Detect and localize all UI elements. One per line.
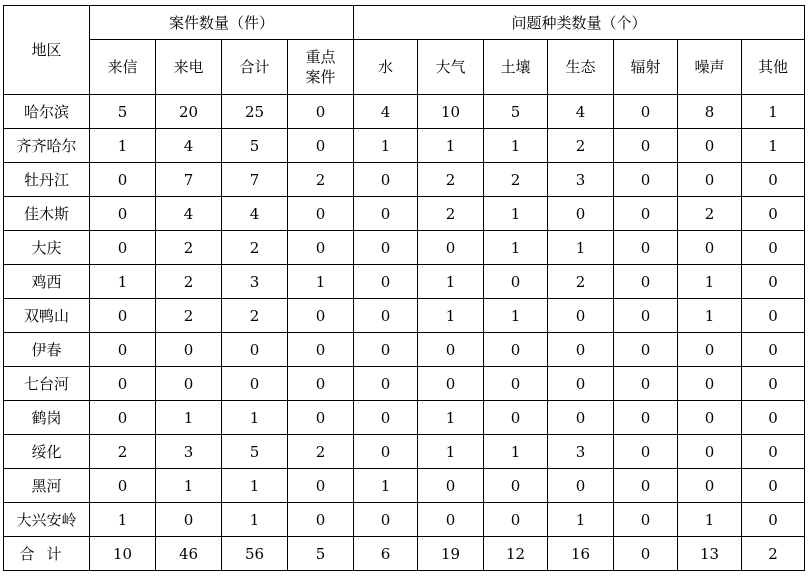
calls-header: 来电 xyxy=(156,40,222,95)
value-cell: 0 xyxy=(742,367,805,401)
noise-header: 噪声 xyxy=(678,40,742,95)
value-cell: 0 xyxy=(222,367,288,401)
value-cell: 0 xyxy=(484,503,548,537)
region-cell: 鹤岗 xyxy=(4,401,90,435)
value-cell: 0 xyxy=(418,231,484,265)
table-row xyxy=(4,163,805,197)
value-cell: 0 xyxy=(548,333,614,367)
value-cell: 1 xyxy=(418,435,484,469)
value-cell: 0 xyxy=(484,367,548,401)
value-cell: 0 xyxy=(548,401,614,435)
value-cell: 0 xyxy=(288,197,354,231)
value-cell: 1 xyxy=(678,299,742,333)
value-cell: 2 xyxy=(222,299,288,333)
value-cell: 0 xyxy=(288,299,354,333)
total-value-cell: 0 xyxy=(614,537,678,571)
problem-type-group-header: 问题种类数量（个） xyxy=(354,6,805,40)
value-cell: 2 xyxy=(678,197,742,231)
value-cell: 7 xyxy=(222,163,288,197)
value-cell: 1 xyxy=(418,299,484,333)
value-cell: 0 xyxy=(484,469,548,503)
value-cell: 3 xyxy=(548,435,614,469)
value-cell: 0 xyxy=(222,333,288,367)
table-row xyxy=(4,503,805,537)
value-cell: 0 xyxy=(418,367,484,401)
soil-header: 土壤 xyxy=(484,40,548,95)
value-cell: 1 xyxy=(222,469,288,503)
table-row xyxy=(4,435,805,469)
table-row xyxy=(4,197,805,231)
value-cell: 0 xyxy=(354,163,418,197)
value-cell: 0 xyxy=(288,401,354,435)
value-cell: 10 xyxy=(418,95,484,129)
value-cell: 1 xyxy=(484,435,548,469)
value-cell: 0 xyxy=(90,299,156,333)
value-cell: 0 xyxy=(742,231,805,265)
value-cell: 0 xyxy=(288,95,354,129)
value-cell: 2 xyxy=(548,265,614,299)
value-cell: 2 xyxy=(90,435,156,469)
value-cell: 1 xyxy=(418,265,484,299)
region-cell: 大兴安岭 xyxy=(4,503,90,537)
key-cases-header-line1: 重点 xyxy=(305,48,336,66)
value-cell: 5 xyxy=(90,95,156,129)
value-cell: 1 xyxy=(90,503,156,537)
radiation-header: 辐射 xyxy=(614,40,678,95)
table-row xyxy=(4,265,805,299)
region-cell: 哈尔滨 xyxy=(4,95,90,129)
value-cell: 1 xyxy=(548,231,614,265)
value-cell: 0 xyxy=(90,333,156,367)
value-cell: 1 xyxy=(484,197,548,231)
value-cell: 4 xyxy=(548,95,614,129)
total-header: 合计 xyxy=(222,40,288,95)
region-cell: 七台河 xyxy=(4,367,90,401)
value-cell: 0 xyxy=(614,469,678,503)
total-value-cell: 12 xyxy=(484,537,548,571)
value-cell: 0 xyxy=(614,163,678,197)
value-cell: 0 xyxy=(678,469,742,503)
region-header: 地区 xyxy=(4,6,90,95)
value-cell: 0 xyxy=(614,231,678,265)
value-cell: 1 xyxy=(156,401,222,435)
total-value-cell: 13 xyxy=(678,537,742,571)
value-cell: 20 xyxy=(156,95,222,129)
value-cell: 7 xyxy=(156,163,222,197)
region-cell: 黑河 xyxy=(4,469,90,503)
value-cell: 0 xyxy=(90,197,156,231)
total-value-cell: 10 xyxy=(90,537,156,571)
value-cell: 0 xyxy=(614,435,678,469)
value-cell: 0 xyxy=(354,435,418,469)
total-row xyxy=(4,537,805,571)
air-header: 大气 xyxy=(418,40,484,95)
letters-header: 来信 xyxy=(90,40,156,95)
value-cell: 1 xyxy=(288,265,354,299)
value-cell: 0 xyxy=(484,265,548,299)
region-cell: 双鸭山 xyxy=(4,299,90,333)
value-cell: 1 xyxy=(418,129,484,163)
value-cell: 2 xyxy=(222,231,288,265)
value-cell: 0 xyxy=(742,197,805,231)
value-cell: 1 xyxy=(222,503,288,537)
value-cell: 0 xyxy=(678,333,742,367)
region-cell: 齐齐哈尔 xyxy=(4,129,90,163)
value-cell: 0 xyxy=(548,299,614,333)
value-cell: 0 xyxy=(742,299,805,333)
value-cell: 0 xyxy=(418,503,484,537)
value-cell: 0 xyxy=(354,503,418,537)
value-cell: 0 xyxy=(678,163,742,197)
value-cell: 0 xyxy=(678,231,742,265)
value-cell: 0 xyxy=(90,367,156,401)
value-cell: 0 xyxy=(678,401,742,435)
value-cell: 0 xyxy=(742,469,805,503)
value-cell: 4 xyxy=(156,197,222,231)
value-cell: 0 xyxy=(614,503,678,537)
value-cell: 4 xyxy=(156,129,222,163)
value-cell: 0 xyxy=(156,367,222,401)
value-cell: 0 xyxy=(418,469,484,503)
value-cell: 0 xyxy=(354,333,418,367)
value-cell: 0 xyxy=(354,265,418,299)
total-value-cell: 56 xyxy=(222,537,288,571)
key-cases-header-line2: 案件 xyxy=(305,68,336,86)
value-cell: 8 xyxy=(678,95,742,129)
value-cell: 1 xyxy=(354,129,418,163)
value-cell: 0 xyxy=(614,129,678,163)
value-cell: 0 xyxy=(156,503,222,537)
value-cell: 4 xyxy=(354,95,418,129)
value-cell: 3 xyxy=(156,435,222,469)
column-header-row xyxy=(4,40,805,95)
value-cell: 2 xyxy=(156,299,222,333)
value-cell: 1 xyxy=(90,129,156,163)
value-cell: 1 xyxy=(156,469,222,503)
region-cell: 大庆 xyxy=(4,231,90,265)
value-cell: 0 xyxy=(90,163,156,197)
value-cell: 0 xyxy=(354,299,418,333)
value-cell: 1 xyxy=(354,469,418,503)
value-cell: 1 xyxy=(678,503,742,537)
region-cell: 佳木斯 xyxy=(4,197,90,231)
value-cell: 3 xyxy=(222,265,288,299)
case-count-group-header: 案件数量（件） xyxy=(90,6,354,40)
value-cell: 0 xyxy=(288,129,354,163)
value-cell: 0 xyxy=(484,333,548,367)
table-body xyxy=(4,95,805,571)
total-value-cell: 6 xyxy=(354,537,418,571)
value-cell: 1 xyxy=(548,503,614,537)
value-cell: 3 xyxy=(548,163,614,197)
total-value-cell: 46 xyxy=(156,537,222,571)
value-cell: 5 xyxy=(222,129,288,163)
value-cell: 0 xyxy=(548,367,614,401)
value-cell: 0 xyxy=(288,333,354,367)
total-value-cell: 16 xyxy=(548,537,614,571)
value-cell: 1 xyxy=(484,129,548,163)
region-cell: 绥化 xyxy=(4,435,90,469)
value-cell: 1 xyxy=(484,231,548,265)
value-cell: 0 xyxy=(742,265,805,299)
table-row xyxy=(4,401,805,435)
ecology-header: 生态 xyxy=(548,40,614,95)
table-row xyxy=(4,333,805,367)
value-cell: 5 xyxy=(484,95,548,129)
value-cell: 0 xyxy=(288,231,354,265)
value-cell: 1 xyxy=(90,265,156,299)
value-cell: 0 xyxy=(354,401,418,435)
table-row xyxy=(4,231,805,265)
value-cell: 0 xyxy=(614,95,678,129)
value-cell: 1 xyxy=(222,401,288,435)
value-cell: 0 xyxy=(742,163,805,197)
value-cell: 1 xyxy=(484,299,548,333)
value-cell: 0 xyxy=(678,435,742,469)
value-cell: 1 xyxy=(742,95,805,129)
value-cell: 0 xyxy=(354,367,418,401)
value-cell: 0 xyxy=(90,401,156,435)
value-cell: 0 xyxy=(742,333,805,367)
group-header-row xyxy=(4,6,805,40)
value-cell: 2 xyxy=(156,231,222,265)
total-value-cell: 5 xyxy=(288,537,354,571)
value-cell: 0 xyxy=(614,333,678,367)
value-cell: 0 xyxy=(548,469,614,503)
table-row xyxy=(4,367,805,401)
value-cell: 0 xyxy=(418,333,484,367)
value-cell: 0 xyxy=(288,469,354,503)
value-cell: 0 xyxy=(484,401,548,435)
value-cell: 0 xyxy=(354,197,418,231)
table-row xyxy=(4,299,805,333)
value-cell: 0 xyxy=(548,197,614,231)
value-cell: 0 xyxy=(742,401,805,435)
value-cell: 2 xyxy=(418,197,484,231)
value-cell: 2 xyxy=(288,435,354,469)
case-statistics-table xyxy=(3,5,805,571)
other-header: 其他 xyxy=(742,40,805,95)
value-cell: 0 xyxy=(614,367,678,401)
value-cell: 0 xyxy=(288,503,354,537)
value-cell: 0 xyxy=(678,129,742,163)
value-cell: 2 xyxy=(548,129,614,163)
total-value-cell: 2 xyxy=(742,537,805,571)
value-cell: 0 xyxy=(90,231,156,265)
value-cell: 0 xyxy=(614,299,678,333)
value-cell: 0 xyxy=(614,197,678,231)
value-cell: 2 xyxy=(288,163,354,197)
region-cell: 鸡西 xyxy=(4,265,90,299)
region-cell: 牡丹江 xyxy=(4,163,90,197)
key-cases-header xyxy=(288,40,354,95)
value-cell: 0 xyxy=(678,367,742,401)
value-cell: 0 xyxy=(156,333,222,367)
value-cell: 5 xyxy=(222,435,288,469)
table-row xyxy=(4,129,805,163)
value-cell: 1 xyxy=(418,401,484,435)
total-value-cell: 19 xyxy=(418,537,484,571)
value-cell: 0 xyxy=(354,231,418,265)
table-row xyxy=(4,469,805,503)
value-cell: 0 xyxy=(742,503,805,537)
value-cell: 0 xyxy=(742,435,805,469)
value-cell: 4 xyxy=(222,197,288,231)
value-cell: 2 xyxy=(156,265,222,299)
value-cell: 0 xyxy=(614,401,678,435)
total-label-cell: 合计 xyxy=(4,537,90,571)
value-cell: 1 xyxy=(678,265,742,299)
value-cell: 1 xyxy=(742,129,805,163)
value-cell: 25 xyxy=(222,95,288,129)
value-cell: 2 xyxy=(484,163,548,197)
value-cell: 0 xyxy=(288,367,354,401)
value-cell: 0 xyxy=(614,265,678,299)
value-cell: 2 xyxy=(418,163,484,197)
value-cell: 0 xyxy=(90,469,156,503)
table-row xyxy=(4,95,805,129)
region-cell: 伊春 xyxy=(4,333,90,367)
water-header: 水 xyxy=(354,40,418,95)
